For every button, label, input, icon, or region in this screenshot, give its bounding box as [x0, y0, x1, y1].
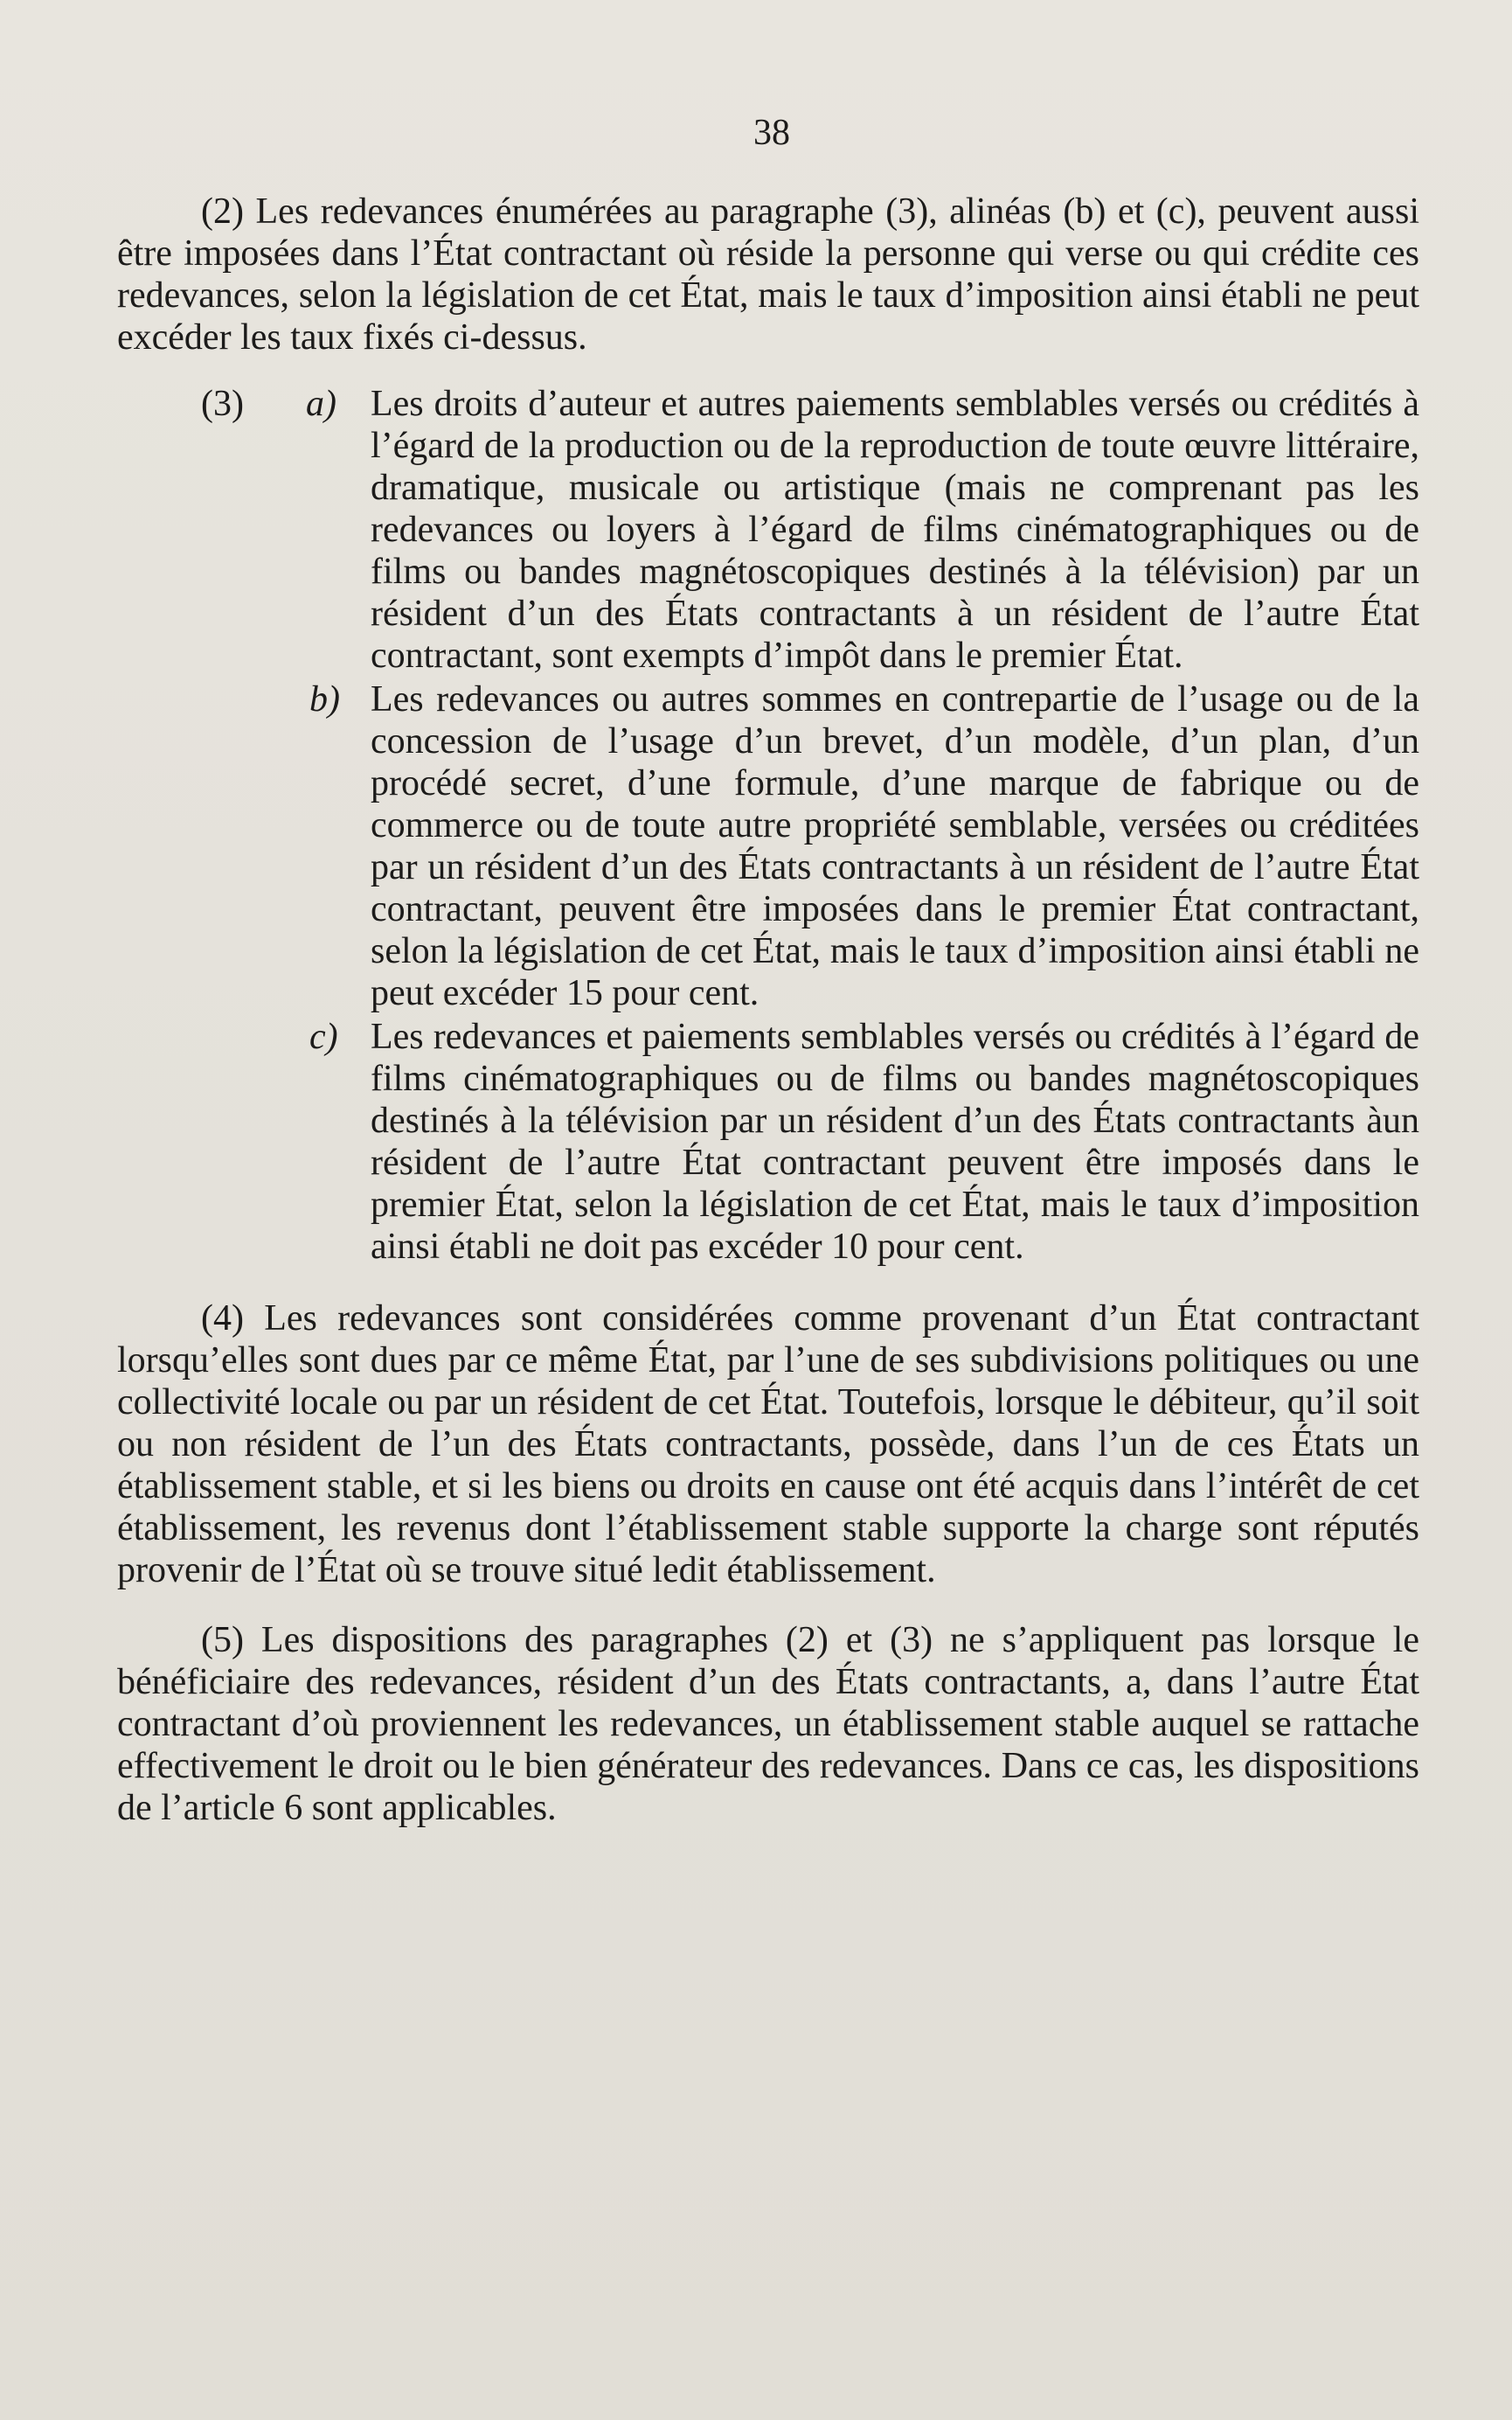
paragraph-4: (4) Les redevances sont considérées comme provenant d’un État contractant lorsqu’elles sont dues par ce même État, par l’une de ses subdivisions politiques ou une collectivité locale ou par un résident de cet État. Toutefois, lorsque le débiteur, qu’il soit ou non résident de l’un des États contractants, possède, dans l’un de ces États un établissement stable, et si les biens ou droits en cause ont été acquis dans l’intérêt de cet établissement, les revenus dont l’établissement stable supporte la charge sont réputés provenir de l’État où se trouve situé ledit établissement. — [117, 1298, 1419, 1590]
subparagraph-3b-text: Les redevances ou autres sommes en contrepartie de l’usage ou de la concession de l’usage d’un brevet, d’un modèle, d’un plan, d’un procédé secret, d’une formule, d’une marque de fabrique ou de commerce ou de toute autre propriété semblable, versées ou créditées par un résident d’un des États contractants à un résident de l’autre État contractant, peuvent être imposées dans le premier État contractant, selon la législation de cet État, mais le taux d’imposition ainsi établi ne peut excéder 15 pour cent. — [371, 679, 1419, 1013]
paragraph-5: (5) Les dispositions des paragraphes (2) et (3) ne s’appliquent pas lorsque le bénéficiaire des redevances, résident d’un des États contractants, a, dans l’autre État contractant d’où proviennent les redevances, un établissement stable auquel se rattache effectivement le droit ou le bien générateur des redevances. Dans ce cas, les dispositions de l’article 6 sont applicables. — [117, 1620, 1419, 1828]
paragraph-2: (2) Les redevances énumérées au paragraphe (3), alinéas (b) et (c), peuvent aussi être imposées dans l’État contractant où réside la personne qui verse ou qui crédite ces redevances, selon la législation de cet État, mais le taux d’imposition ainsi établi ne peut excéder les taux fixés ci-dessus. — [117, 191, 1419, 358]
paragraph-3-number: (3) — [201, 384, 244, 424]
page-number: 38 — [753, 113, 790, 153]
subparagraph-3c — [117, 1016, 1419, 1268]
page-body — [117, 191, 1419, 1829]
subparagraph-3b — [117, 678, 1419, 1014]
subparagraph-3b-letter: b) — [309, 679, 340, 720]
subparagraph-3c-letter: c) — [309, 1017, 338, 1057]
subparagraph-3a-text: Les droits d’auteur et autres paiements semblables versés ou crédités à l’égard de la production ou de la reproduction de toute œuvre littéraire, dramatique, musicale ou artistique (mais ne comprenant pas les redevances ou loyers à l’égard de films cinématographiques ou de films ou bandes magnétoscopiques destinés à la télévision) par un résident d’un des États contractants à un résident de l’autre État contractant, sont exempts d’impôt dans le premier État. — [371, 384, 1419, 676]
subparagraph-3c-text: Les redevances et paiements semblables versés ou crédités à l’égard de films cinématographiques ou de films ou bandes magnétoscopiques destinés à la télévision par un résident d’un des États contractants àun résident de l’autre État contractant peuvent être imposés dans le premier État, selon la législation de cet État, mais le taux d’imposition ainsi établi ne doit pas excéder 10 pour cent. — [371, 1017, 1419, 1267]
subparagraph-3a-letter: a) — [306, 384, 336, 424]
subparagraph-3a — [117, 383, 1419, 677]
